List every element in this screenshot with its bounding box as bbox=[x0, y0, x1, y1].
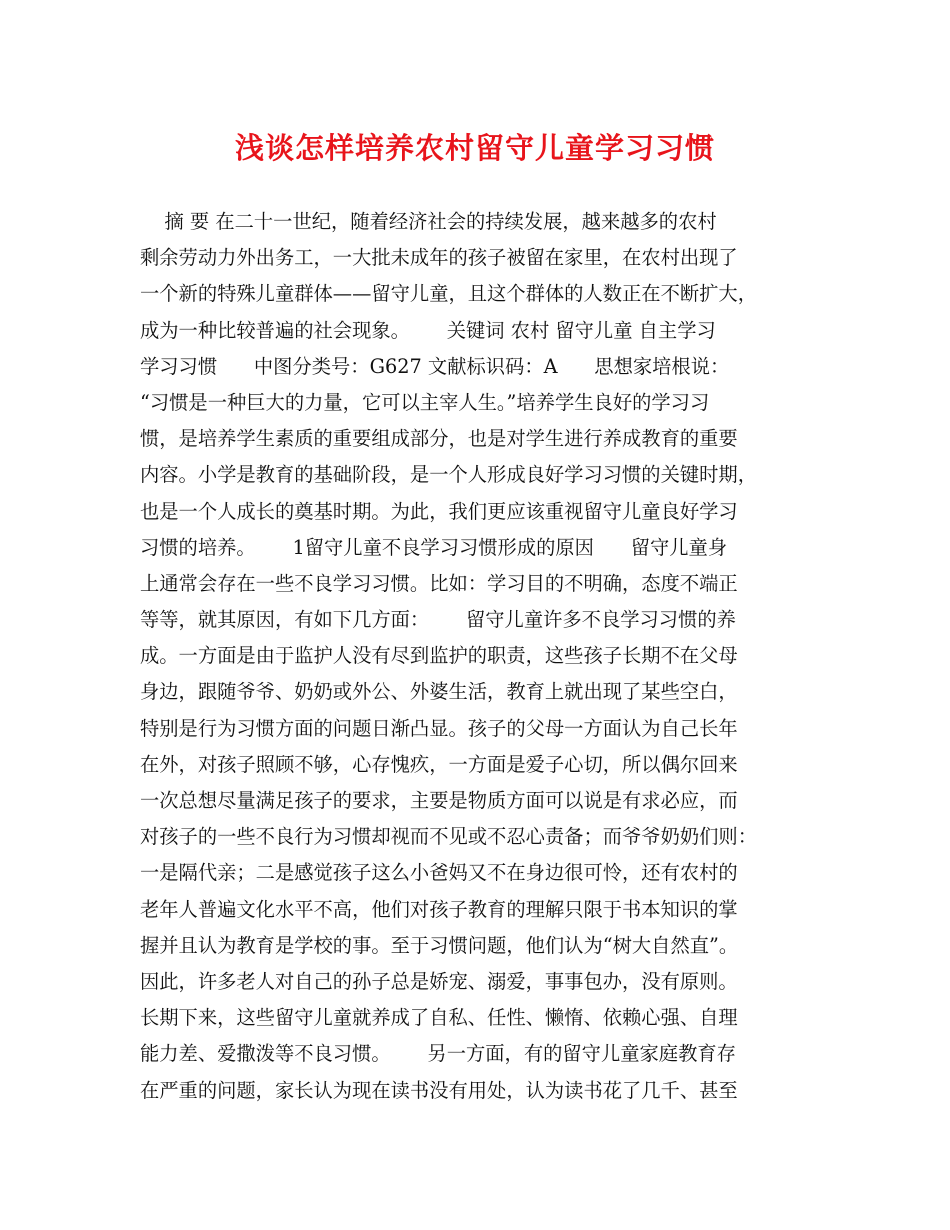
body-text-line: 内容。小学是教育的基础阶段，是一个人形成良好学习习惯的关键时期， bbox=[140, 463, 757, 487]
body-text-line: 摘 要 在二十一世纪，随着经济社会的持续发展，越来越多的农村 bbox=[140, 210, 717, 233]
body-text-line: 对孩子的一些不良行为习惯却视而不见或不忍心责备；而爷爷奶奶们则： bbox=[140, 825, 757, 849]
document-body bbox=[140, 204, 830, 1109]
body-text-line: 一是隔代亲；二是感觉孩子这么小爸妈又不在身边很可怜，还有农村的 bbox=[140, 861, 738, 885]
body-text-line: 惯，是培养学生素质的重要组成部分，也是对学生进行养成教育的重要 bbox=[140, 427, 738, 451]
document-title: 浅谈怎样培养农村留守儿童学习习惯 bbox=[234, 131, 715, 165]
body-text-line: 能力差、爱撒泼等不良习惯。 另一方面，有的留守儿童家庭教育存 bbox=[140, 1042, 736, 1066]
body-text-line: 握并且认为教育是学校的事。至于习惯问题，他们认为“树大自然直”。 bbox=[140, 933, 739, 957]
body-text-line: 长期下来，这些留守儿童就养成了自私、任性、懒惰、依赖心强、自理 bbox=[140, 1006, 738, 1030]
body-text-line: 因此，许多老人对自己的孙子总是娇宠、溺爱，事事包办，没有原则。 bbox=[140, 969, 738, 993]
body-text-line: 老年人普遍文化水平不高，他们对孩子教育的理解只限于书本知识的掌 bbox=[140, 897, 738, 921]
body-text-line: 成为一种比较普遍的社会现象。 关键词 农村 留守儿童 自主学习 bbox=[140, 318, 716, 342]
body-text-line: 等等，就其原因，有如下几方面： 留守儿童许多不良学习习惯的养 bbox=[140, 608, 736, 632]
body-text-line: 上通常会存在一些不良学习习惯。比如：学习目的不明确，态度不端正 bbox=[140, 571, 738, 595]
body-text-line: 成。一方面是由于监护人没有尽到监护的职责，这些孩子长期不在父母 bbox=[140, 644, 738, 668]
body-text-line: 一个新的特殊儿童群体——留守儿童，且这个群体的人数正在不断扩大， bbox=[140, 282, 757, 306]
body-text-line: 习惯的培养。 1留守儿童不良学习习惯形成的原因 留守儿童身 bbox=[140, 535, 728, 559]
body-text-line: 也是一个人成长的奠基时期。为此，我们更应该重视留守儿童良好学习 bbox=[140, 499, 738, 523]
body-text-line: 特别是行为习惯方面的问题日渐凸显。孩子的父母一方面认为自己长年 bbox=[140, 716, 738, 740]
body-text-line: 身边，跟随爷爷、奶奶或外公、外婆生活，教育上就出现了某些空白， bbox=[140, 680, 738, 704]
body-text-line: 在外，对孩子照顾不够，心存愧疚，一方面是爱子心切，所以偶尔回来 bbox=[140, 752, 738, 776]
body-text-line: 在严重的问题，家长认为现在读书没有用处，认为读书花了几千、甚至 bbox=[140, 1078, 738, 1102]
body-text-line: 学习习惯 中图分类号：G627 文献标识码：A 思想家培根说： bbox=[140, 354, 730, 378]
body-text-line: “习惯是一种巨大的力量，它可以主宰人生。”培养学生良好的学习习 bbox=[140, 390, 710, 414]
body-text-line: 剩余劳动力外出务工，一大批未成年的孩子被留在家里，在农村出现了 bbox=[140, 246, 738, 270]
body-text-line: 一次总想尽量满足孩子的要求，主要是物质方面可以说是有求必应，而 bbox=[140, 789, 738, 812]
